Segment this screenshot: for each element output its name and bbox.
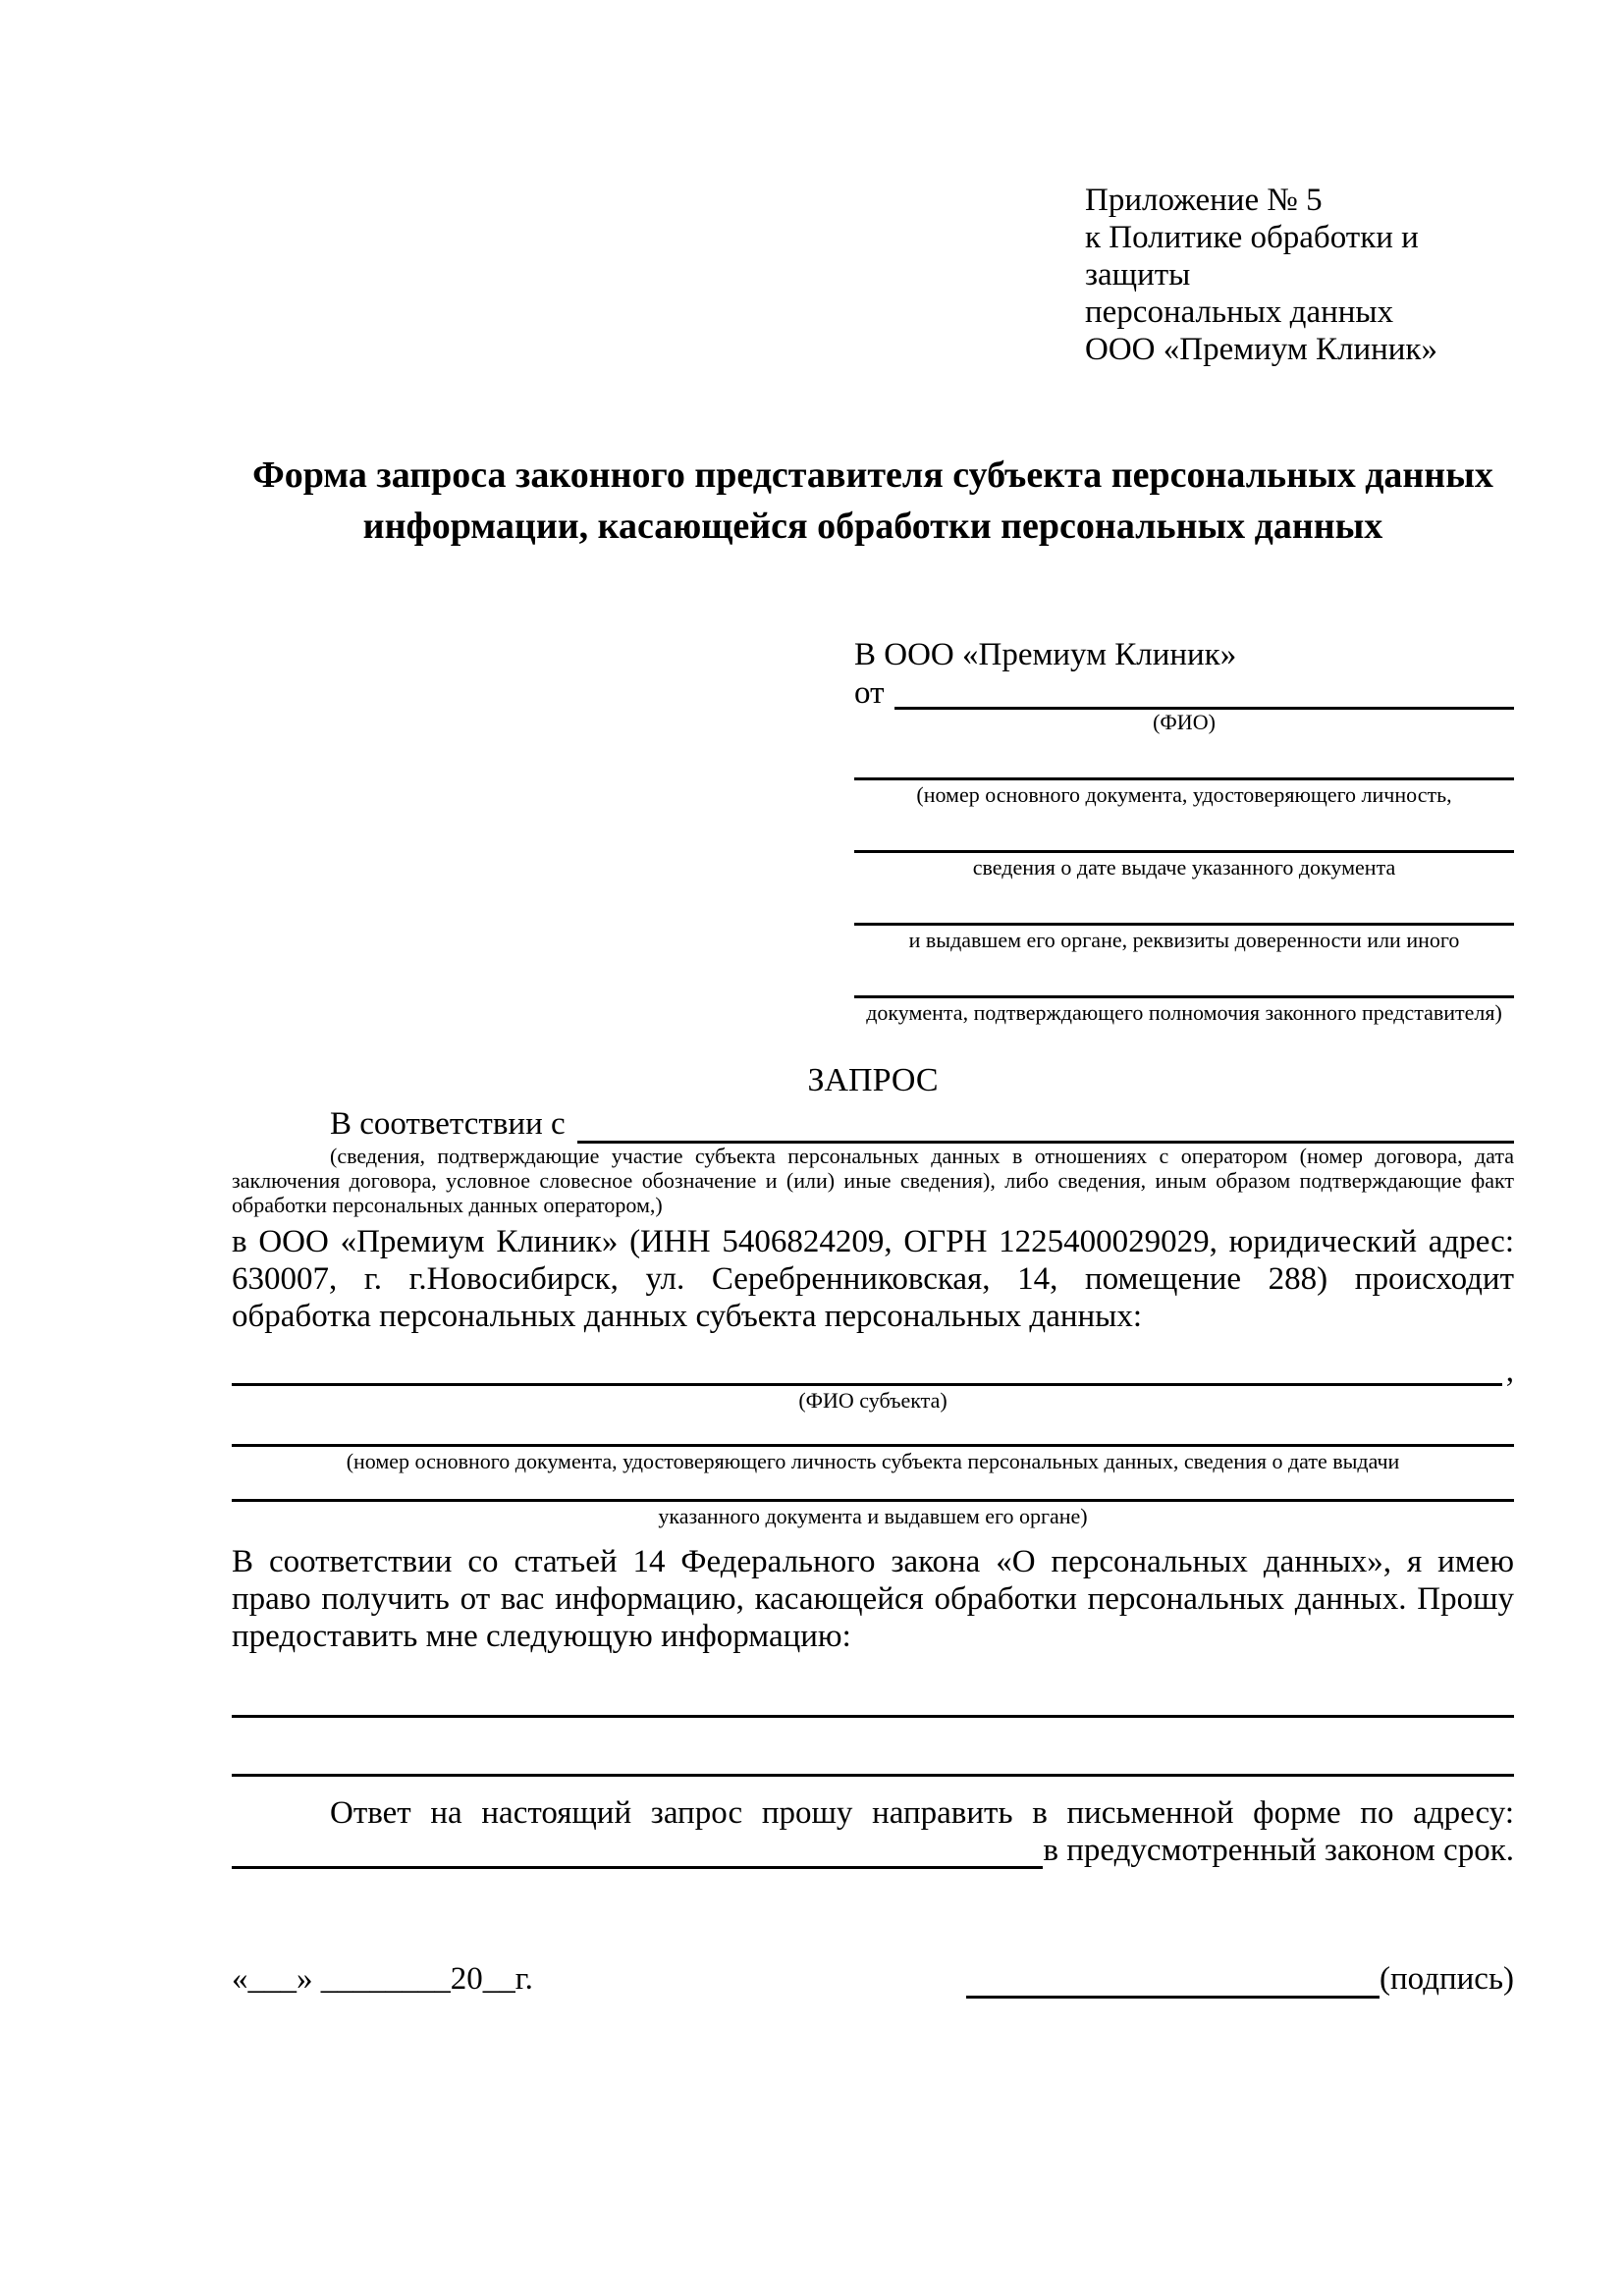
note-line: (сведения, подтверждающие участие субъекта персональных данных в отношениях с оператором (номер договора, дата xyxy=(330,1144,1514,1168)
doc-power-caption: документа, подтверждающего полномочия законного представителя) xyxy=(866,1000,1502,1025)
fio-caption: (ФИО) xyxy=(1153,710,1216,734)
operator-line: в ООО «Премиум Клиник» (ИНН 5406824209, ОГРН 1225400029029, юридический адрес: xyxy=(232,1224,1514,1259)
footer-row xyxy=(232,1959,1514,1999)
reply-paragraph-line-2 xyxy=(232,1832,1514,1869)
appendix-line: Приложение № 5 xyxy=(1085,183,1323,218)
fio-fill-in-line xyxy=(894,676,1515,710)
subject-fio-row xyxy=(232,1354,1514,1389)
note-line: заключения договора, условное словесное обозначение и (или) иные сведения), либо сведения, иным образом подтверждающие факт xyxy=(232,1168,1514,1193)
document-content xyxy=(232,182,1514,1999)
operator-line: обработка персональных данных субъекта персональных данных: xyxy=(232,1299,1142,1334)
signature-caption: (подпись) xyxy=(1380,1961,1514,1997)
reply-address-fill-in-line xyxy=(232,1832,1043,1869)
doc-number-caption: (номер основного документа, удостоверяющего личность, xyxy=(916,782,1452,807)
info-fill-in-line-1 xyxy=(232,1712,1514,1718)
subject-fio-fill-in-line xyxy=(232,1357,1502,1386)
reply-tail-text: в предусмотренный законом срок. xyxy=(1043,1833,1514,1868)
trailing-comma: , xyxy=(1505,1354,1514,1389)
from-label: от xyxy=(854,675,885,711)
title-line-2: информации, касающейся обработки персональных данных xyxy=(362,506,1383,547)
law-line: предоставить мне следующую информацию: xyxy=(232,1619,851,1654)
subject-doc-caption-2: указанного документа и выдавшем его органе) xyxy=(658,1504,1088,1528)
operator-line: 630007, г. г.Новосибирск, ул. Серебренниковская, 14, помещение 288) происходит xyxy=(232,1261,1514,1297)
doc-issue-date-caption: сведения о дате выдаче указанного документа xyxy=(972,855,1396,880)
info-fill-in-line-2 xyxy=(232,1771,1514,1777)
title-line-1: Форма запроса законного представителя субъекта персональных данных xyxy=(252,454,1493,496)
doc-authority-caption: и выдавшем его органе, реквизиты доверенности или иного xyxy=(908,928,1460,952)
law-line: В соответствии со статьей 14 Федерального закона «О персональных данных», я имею xyxy=(232,1544,1514,1579)
appendix-line: персональных данных xyxy=(1085,294,1394,330)
appendix-block xyxy=(1085,182,1514,368)
basis-fill-in-line xyxy=(577,1104,1514,1144)
note-line: обработки персональных данных оператором,) xyxy=(232,1193,663,1217)
appendix-line: ООО «Премиум Клиник» xyxy=(1085,332,1437,367)
law-line: право получить от вас информацию, касающейся обработки персональных данных. Прошу xyxy=(232,1581,1514,1617)
addressee-to: В ООО «Премиум Клиник» xyxy=(854,637,1237,672)
subject-fio-caption: (ФИО субъекта) xyxy=(798,1388,947,1413)
law-paragraph xyxy=(232,1543,1514,1655)
intro-row xyxy=(232,1104,1514,1144)
request-heading: ЗАПРОС xyxy=(807,1062,939,1098)
operator-paragraph xyxy=(232,1223,1514,1335)
appendix-line: к Политике обработки и защиты xyxy=(1085,220,1419,293)
addressee-from-row xyxy=(854,676,1514,710)
document-title xyxy=(232,450,1514,552)
date-line: «___» ________20__г. xyxy=(232,1961,533,1997)
basis-note xyxy=(232,1144,1514,1217)
signature-fill-in-line xyxy=(966,1960,1380,1999)
signature-group xyxy=(966,1959,1514,1999)
intro-label: В соответствии с xyxy=(330,1106,566,1142)
addressee-block xyxy=(854,633,1514,1026)
subject-doc-caption-1: (номер основного документа, удостоверяющего личность субъекта персональных данных, сведения о дате выдачи xyxy=(346,1449,1400,1473)
reply-paragraph-line-1: Ответ на настоящий запрос прошу направить в письменной форме по адресу: xyxy=(330,1795,1514,1831)
